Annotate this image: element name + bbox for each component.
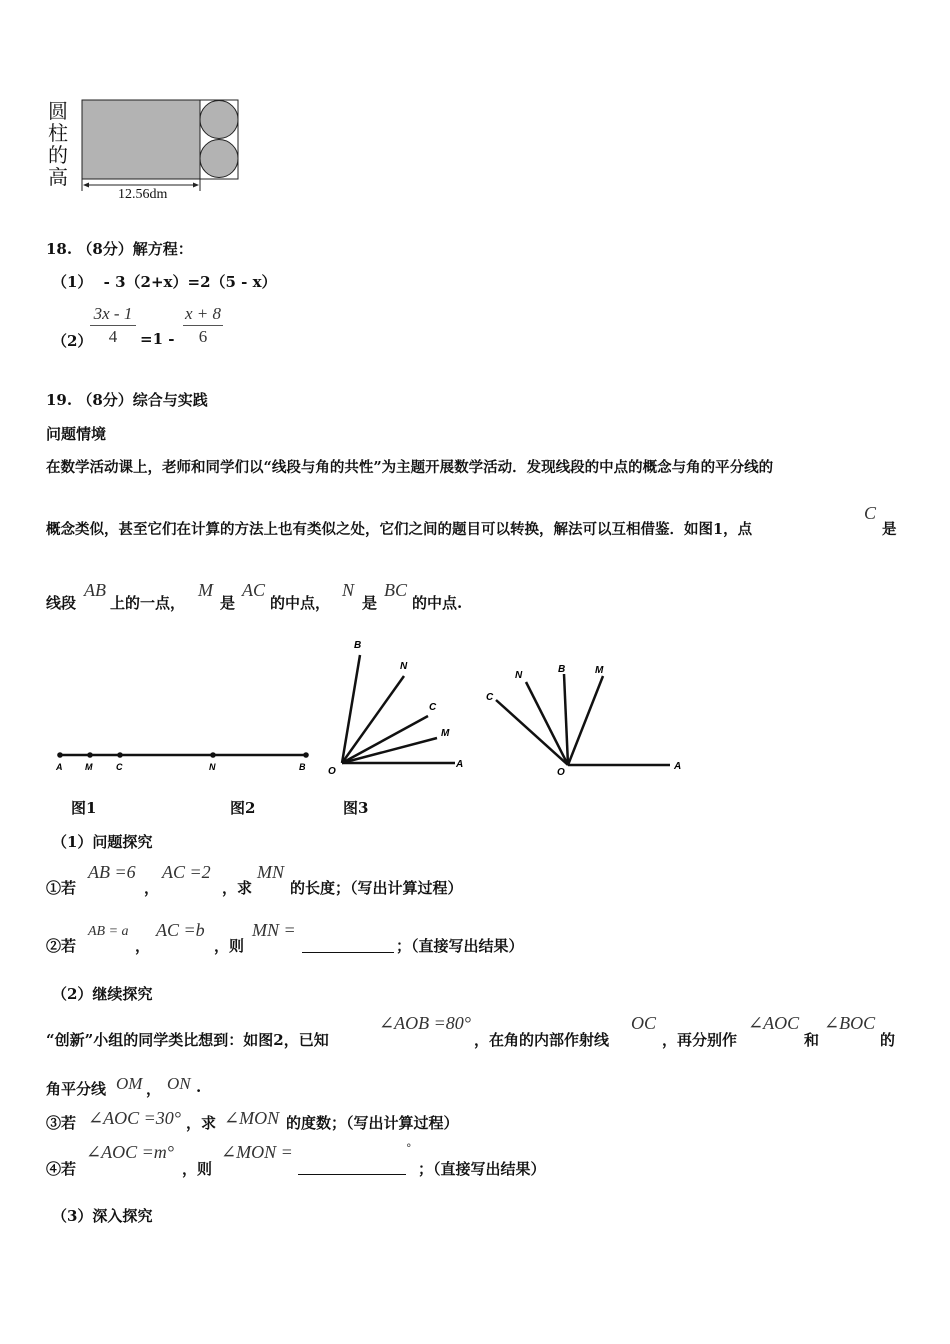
label-b: B <box>558 664 566 675</box>
q18-part1-expression: - 3（2+x）=2（5 - x） <box>103 273 277 291</box>
q4-math: ∠AOC =m° <box>86 1142 174 1162</box>
label-a: A <box>56 762 63 772</box>
q4-text: ，则 <box>182 1160 213 1178</box>
part2-math: OC <box>631 1013 657 1033</box>
q2-math: MN = <box>252 920 296 940</box>
part2-text: ，在角的内部作射线 <box>474 1031 610 1049</box>
figure-2-caption: 图2 <box>230 799 256 817</box>
ray-om <box>568 676 603 765</box>
height-label-char: 柱 <box>48 121 68 145</box>
para3-text: 的中点， <box>270 594 331 612</box>
part2-text: ， <box>146 1080 162 1098</box>
q2-answer-blank[interactable] <box>302 938 394 953</box>
q19-paragraph-3 <box>46 580 926 610</box>
q2-sep: ， <box>135 937 151 955</box>
label-c: C <box>429 702 437 713</box>
q18-part1-label: （1） <box>52 273 93 291</box>
q18-fraction-left <box>90 304 136 347</box>
part3-heading: （3）深入探究 <box>52 1207 153 1225</box>
cylinder-height-label <box>46 100 70 188</box>
label-m: M <box>441 728 450 739</box>
ray-ob <box>564 674 568 765</box>
q4-answer-blank[interactable] <box>298 1160 406 1175</box>
part2-question-3 <box>46 1108 646 1138</box>
dim-arrow-right <box>193 183 199 188</box>
q4-degree-mark: ° <box>406 1142 412 1155</box>
part2-math: ∠AOC <box>748 1013 800 1033</box>
para3-math: N <box>342 580 355 600</box>
q4-math: ∠MON = <box>221 1142 293 1162</box>
part2-text: . <box>196 1078 202 1096</box>
figure-3-angle <box>480 655 690 780</box>
q3-text: ，求 <box>186 1114 217 1132</box>
q2-text: ，则 <box>214 937 245 955</box>
fraction-denominator: 6 <box>198 327 208 346</box>
figure-1-segment <box>50 745 320 775</box>
para3-text: 线段 <box>46 594 77 612</box>
q1-end: 的长度；（写出计算过程） <box>290 879 463 897</box>
ray-oc <box>342 716 428 763</box>
para2-end: 是 <box>882 521 897 538</box>
q18-fraction-right <box>183 304 223 347</box>
ray-ob <box>342 655 360 763</box>
q18-part1 <box>52 271 277 292</box>
point-n <box>210 752 216 758</box>
q1-math: MN <box>257 862 284 882</box>
point-c <box>117 752 123 758</box>
q18-title: 18. （8分）解方程： <box>46 240 193 258</box>
q18-part2-label: （2） <box>52 332 93 350</box>
q2-end: ；（直接写出结果） <box>396 937 524 955</box>
part1-question-1 <box>46 862 646 896</box>
q2-math: AC =b <box>156 920 205 940</box>
para3-text: 的中点. <box>412 594 463 612</box>
point-m <box>87 752 93 758</box>
label-o: O <box>328 766 336 777</box>
ray-on <box>526 682 568 765</box>
ray-oc <box>496 700 568 765</box>
para2-text: 概念类似，甚至它们在计算的方法上也有类似之处，它们之间的题目可以转换，解法可以互相借鉴．如图1，点 <box>46 521 753 538</box>
base-circle-top <box>200 101 238 139</box>
figure-3-caption: 图3 <box>343 799 369 817</box>
label-a: A <box>674 761 682 772</box>
para3-math: BC <box>384 580 408 600</box>
part2-text: 角平分线 <box>46 1080 107 1098</box>
part2-line-2 <box>46 1074 346 1104</box>
q18-part2-middle: =1 - <box>140 330 175 348</box>
height-label-char: 高 <box>48 165 68 189</box>
part2-text: 的 <box>880 1031 896 1049</box>
label-o: O <box>557 767 565 778</box>
para3-math: AC <box>242 580 266 600</box>
dim-arrow-left <box>83 183 89 188</box>
part2-heading: （2）继续探究 <box>52 985 153 1003</box>
figure-1-caption: 图1 <box>71 799 97 817</box>
q3-prefix: ③若 <box>46 1114 77 1132</box>
q1-math: AC =2 <box>162 862 211 882</box>
q4-prefix: ④若 <box>46 1160 77 1178</box>
part2-question-4 <box>46 1142 646 1176</box>
q19-heading: 问题情境 <box>46 425 107 443</box>
part2-text: 和 <box>804 1031 820 1049</box>
label-c: C <box>116 762 123 772</box>
width-label: 12.56dm <box>118 187 168 202</box>
q1-text: ，求 <box>222 879 253 897</box>
point-b <box>303 752 309 758</box>
q19-title: 19. （8分）综合与实践 <box>46 391 208 409</box>
height-label-char: 的 <box>48 143 68 167</box>
figure-2-angle <box>320 630 480 780</box>
q3-end: 的度数；（写出计算过程） <box>286 1114 459 1132</box>
q19-paragraph-2 <box>46 518 752 539</box>
label-b: B <box>354 640 362 651</box>
q2-prefix: ②若 <box>46 937 77 955</box>
label-c: C <box>486 692 494 703</box>
label-m: M <box>85 762 93 772</box>
part2-line-1 <box>46 1013 926 1047</box>
label-n: N <box>515 670 523 681</box>
label-b: B <box>299 762 306 772</box>
label-a: A <box>456 759 464 770</box>
part2-math: ON <box>167 1074 191 1093</box>
para3-text: 是 <box>362 594 378 612</box>
q1-prefix: ①若 <box>46 879 77 897</box>
part2-text: “创新”小组的同学类比想到：如图2，已知 <box>46 1031 329 1049</box>
part2-math: OM <box>116 1074 143 1093</box>
label-n: N <box>209 762 216 772</box>
point-a <box>57 752 63 758</box>
q19-paragraph-1: 在数学活动课上，老师和同学们以“线段与角的共性”为主题开展数学活动．发现线段的中点的概念与角的平分线的 <box>46 459 774 476</box>
part2-text: ，再分别作 <box>662 1031 738 1049</box>
fraction-numerator: x + 8 <box>184 304 222 323</box>
part2-math: ∠AOB =80° <box>379 1013 471 1033</box>
label-n: N <box>400 661 408 672</box>
base-circle-bottom <box>200 140 238 178</box>
fraction-denominator: 4 <box>108 327 118 346</box>
para3-math: AB <box>84 580 106 600</box>
fraction-numerator: 3x - 1 <box>93 304 133 323</box>
label-m: M <box>595 665 604 676</box>
q2-math: AB = a <box>88 924 129 939</box>
lateral-rectangle <box>82 100 200 179</box>
q1-sep: ， <box>144 879 160 897</box>
q1-math: AB =6 <box>88 862 136 882</box>
para3-math: M <box>198 580 213 600</box>
para3-text: 是 <box>220 594 236 612</box>
part2-math: ∠BOC <box>824 1013 876 1033</box>
q4-end: ；（直接写出结果） <box>418 1160 546 1178</box>
point-c-symbol: C <box>864 503 877 523</box>
height-label-char: 圆 <box>48 99 68 123</box>
q3-math: ∠AOC =30° <box>88 1108 181 1128</box>
q3-math: ∠MON <box>224 1108 280 1128</box>
part1-question-2 <box>46 920 646 954</box>
para3-text: 上的一点， <box>110 594 186 612</box>
part1-heading: （1）问题探究 <box>52 833 153 851</box>
